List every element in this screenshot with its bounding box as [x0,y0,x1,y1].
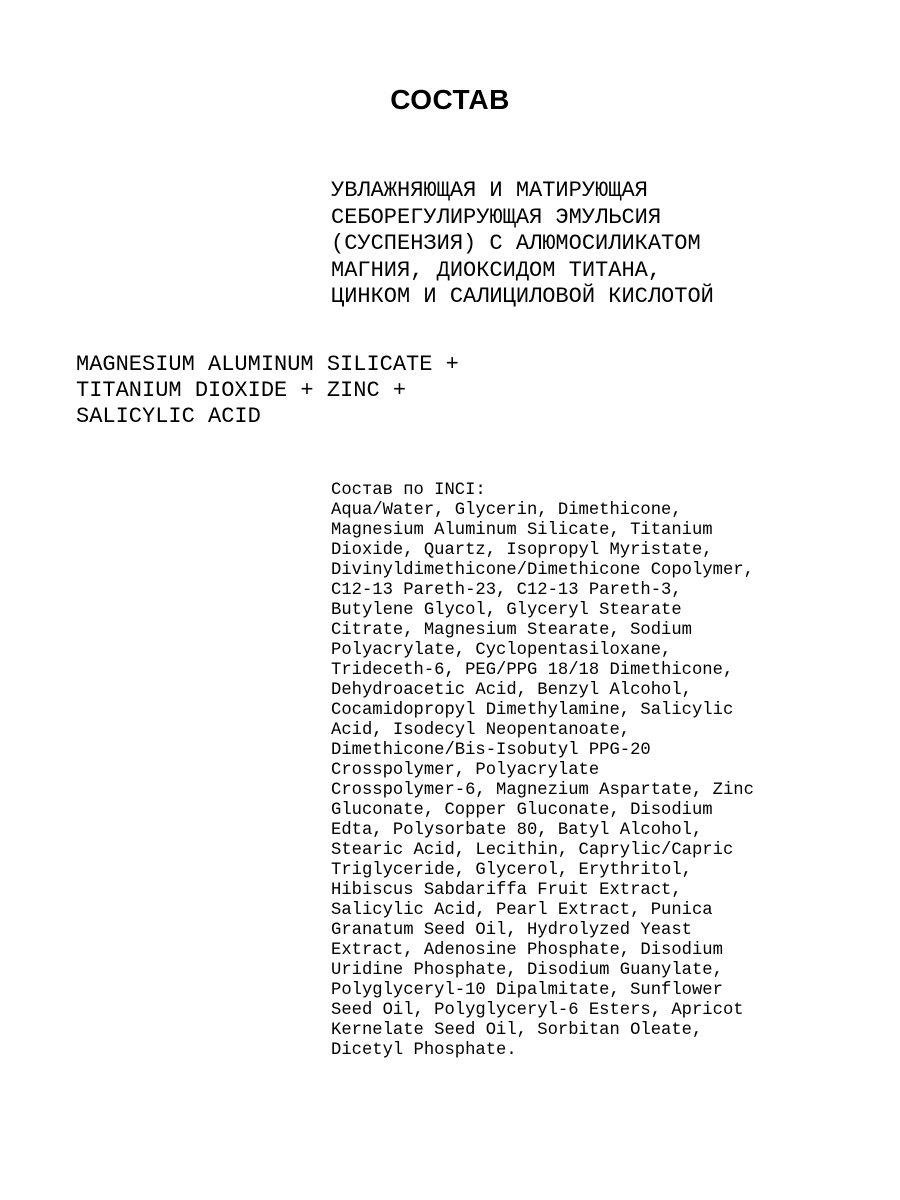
inci-heading: Состав по INCI: [331,481,486,500]
product-description-ru: УВЛАЖНЯЮЩАЯ И МАТИРУЮЩАЯ СЕБОРЕГУЛИРУЮЩАЯ ЭМУЛЬСИЯ (СУСПЕНЗИЯ) С АЛЮМОСИЛИКАТОМ МАГНИЯ, ДИОКСИДОМ ТИТАНА, ЦИНКОМ И САЛИЦИЛОВОЙ КИСЛОТОЙ [331,178,714,309]
inci-block [331,481,754,1061]
inci-ingredients-list: Aqua/Water, Glycerin, Dimethicone, Magnesium Aluminum Silicate, Titanium Dioxide, Quartz, Isopropyl Myristate, Divinyldimethicone/Dimethicone Copolymer, C12-13 Pareth-23, C12-13 Pareth-3, Butylene Glycol, Glyceryl Stearate Citrate, Magnesium Stearate, Sodium Polyacrylate, Cyclopentasiloxane, Trideceth-6, PEG/PPG 18/18 Dimethicone, Dehydroacetic Acid, Benzyl Alcohol, Cocamidopropyl Dimethylamine, Salicylic Acid, Isodecyl Neopentanoate, Dimethicone/Bis-Isobutyl PPG-20 Crosspolymer, Polyacrylate Crosspolymer-6, Magnezium Aspartate, Zinc Gluconate, Copper Gluconate, Disodium Edta, Polysorbate 80, Batyl Alcohol, Stearic Acid, Lecithin, Caprylic/Capric Triglyceride, Glycerol, Erythritol, Hibiscus Sabdariffa Fruit Extract, Salicylic Acid, Pearl Extract, Punica Granatum Seed Oil, Hydrolyzed Yeast Extract, Adenosine Phosphate, Disodium Uridine Phosphate, Disodium Guanylate, Polyglyceryl-10 Dipalmitate, Sunflower Seed Oil, Polyglyceryl-6 Esters, Apricot Kernelate Seed Oil, Sorbitan Oleate, Dicetyl Phosphate. [331,501,754,1060]
product-actives-en: MAGNESIUM ALUMINUM SILICATE + TITANIUM DIOXIDE + ZINC + SALICYLIC ACID [76,352,459,429]
page-title: СОСТАВ [390,84,510,115]
